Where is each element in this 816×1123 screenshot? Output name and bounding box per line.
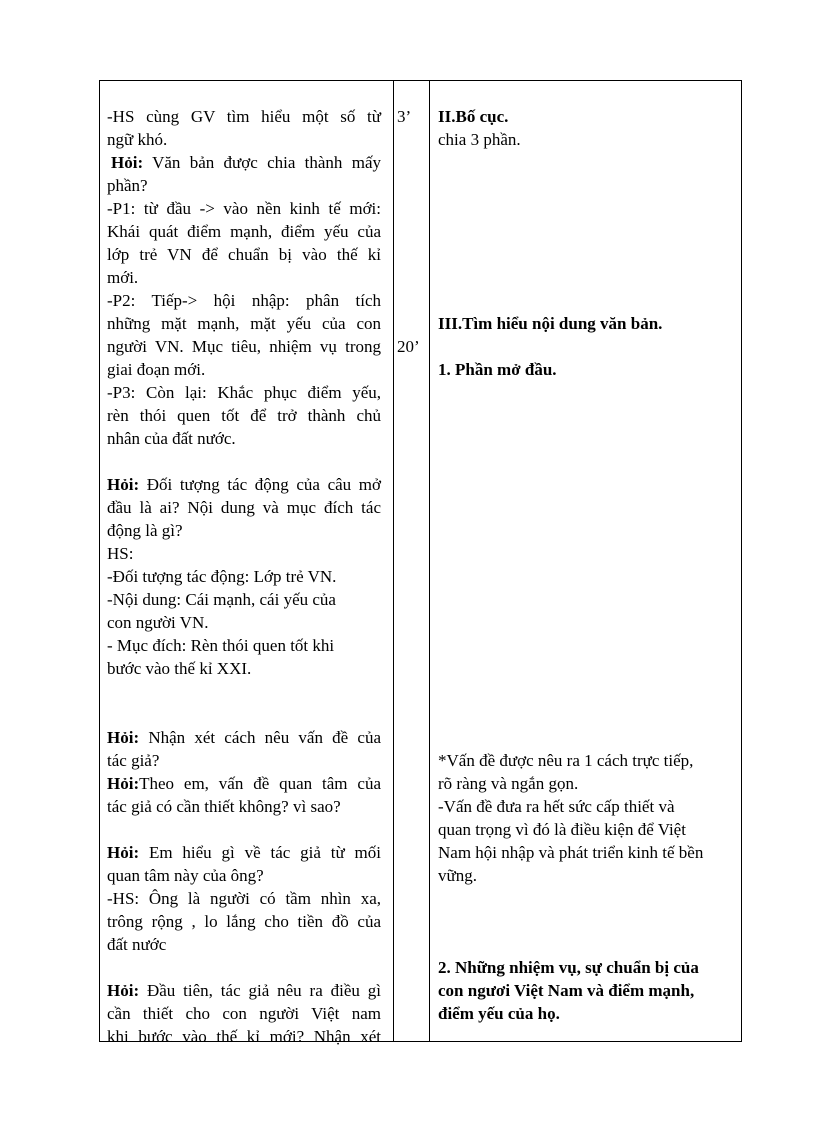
activity-text: bước vào thế kỉ XXI.	[107, 659, 252, 678]
section-heading: 1. Phần mở đầu.	[438, 360, 557, 379]
activity-line	[107, 773, 381, 795]
content-line: *Vấn đề được nêu ra 1 cách trực tiếp,	[438, 751, 694, 770]
activity-text: Theo em, vấn đề quan tâm của	[139, 774, 381, 793]
activity-text: -P3: Còn lại: Khắc phục điểm yếu,	[107, 383, 381, 402]
activity-line	[107, 382, 381, 404]
content-line: chia 3 phần.	[438, 130, 521, 149]
section-heading: II.Bố cục.	[438, 107, 509, 126]
question-label: Hỏi:	[107, 728, 140, 747]
activity-line	[107, 934, 381, 956]
content-line: vững.	[438, 866, 477, 885]
activity-line	[107, 497, 381, 519]
activities-column	[100, 81, 393, 1046]
activity-text: phần?	[107, 176, 148, 195]
activity-text: giai đoạn mới.	[107, 360, 206, 379]
activity-line	[107, 865, 381, 887]
activity-text: Văn bản được chia thành mấy	[143, 153, 381, 172]
activity-text: khi bước vào thế kỉ mới? Nhận xét	[107, 1027, 381, 1046]
activity-line	[107, 727, 381, 749]
section-heading: 2. Những nhiệm vụ, sự chuẩn bị của	[438, 958, 699, 977]
activity-text: Em hiểu gì về tác giả từ mối	[139, 843, 381, 862]
activity-text: -HS cùng GV tìm hiểu một số từ	[107, 107, 381, 126]
activity-line	[107, 566, 381, 588]
activity-line	[107, 589, 381, 611]
activity-line	[107, 244, 381, 266]
content-column	[430, 81, 741, 1041]
activity-text: đất nước	[107, 935, 167, 954]
activity-text: tác giả có cần thiết không? vì sao?	[107, 797, 341, 816]
activity-text: động là gì?	[107, 521, 183, 540]
question-label: Hỏi:	[107, 981, 140, 1000]
activity-line	[107, 1026, 381, 1048]
activity-text: - Mục đích: Rèn thói quen tốt khi	[107, 636, 335, 655]
activity-line	[107, 911, 381, 933]
activity-text: con người VN.	[107, 613, 209, 632]
content-line: rõ ràng và ngắn gọn.	[438, 774, 579, 793]
activity-text: quan tâm này của ông?	[107, 866, 264, 885]
activity-text: Khái quát điểm mạnh, điểm yếu của	[107, 222, 381, 241]
activity-line	[107, 888, 381, 910]
activity-line	[107, 198, 381, 220]
activity-line	[107, 221, 381, 243]
section-heading: III.Tìm hiểu nội dung văn bản.	[438, 314, 663, 333]
activity-line	[107, 175, 381, 197]
activity-line	[107, 635, 381, 657]
lesson-table	[99, 80, 742, 1046]
activity-line	[107, 796, 381, 818]
content-line: -Vấn đề đưa ra hết sức cấp thiết và	[438, 797, 675, 816]
activity-text: mới.	[107, 268, 139, 287]
section-heading: điểm yếu của họ.	[438, 1004, 560, 1023]
activity-text: rèn thói quen tốt để trở thành chủ	[107, 406, 381, 425]
activity-text: nhân của đất nước.	[107, 429, 236, 448]
question-label: Hỏi:	[107, 843, 140, 862]
activity-line	[107, 428, 381, 450]
time-label: 20’	[397, 337, 420, 356]
time-column	[393, 81, 425, 1041]
activity-line	[107, 1003, 381, 1025]
question-label: Hỏi:	[107, 774, 140, 793]
activity-line	[107, 612, 381, 634]
time-label: 3’	[397, 107, 412, 126]
activity-text: cần thiết cho con người Việt nam	[107, 1004, 381, 1023]
activity-text: -HS: Ông là người có tầm nhìn xa,	[107, 889, 381, 908]
activity-line	[107, 474, 381, 496]
content-line: Nam hội nhập và phát triển kinh tế bền	[438, 843, 704, 862]
activity-text: Đầu tiên, tác giả nêu ra điều gì	[139, 981, 381, 1000]
activity-text: Nhận xét cách nêu vấn đề của	[139, 728, 381, 747]
activity-text: người VN. Mục tiêu, nhiệm vụ trong	[107, 337, 381, 356]
activity-line	[107, 750, 381, 772]
activity-text: tác giả?	[107, 751, 160, 770]
activity-text: đầu là ai? Nội dung và mục đích tác	[107, 498, 381, 517]
activity-text: HS:	[107, 544, 134, 563]
activity-text: lớp trẻ VN để chuẩn bị vào thế kỉ	[107, 245, 381, 264]
activity-line	[107, 543, 381, 565]
activity-line	[107, 405, 381, 427]
activity-line	[107, 658, 381, 680]
activity-text: -P2: Tiếp-> hội nhập: phân tích	[107, 291, 381, 310]
activity-line	[107, 520, 381, 542]
activity-line	[107, 106, 381, 128]
activity-text: -Đối tượng tác động: Lớp trẻ VN.	[107, 567, 337, 586]
activity-line	[111, 152, 381, 174]
content-line: quan trọng vì đó là điều kiện để Việt	[438, 820, 686, 839]
activity-line	[107, 336, 381, 358]
activity-line	[107, 842, 381, 864]
activity-line	[107, 267, 381, 289]
question-label: Hỏi:	[111, 153, 144, 172]
activity-text: trông rộng , lo lắng cho tiền đồ của	[107, 912, 381, 931]
activity-text: những mặt mạnh, mặt yếu của con	[107, 314, 381, 333]
activity-line	[107, 359, 381, 381]
activity-line	[107, 290, 381, 312]
activity-line	[107, 980, 381, 1002]
activity-text: -Nội dung: Cái mạnh, cái yếu của	[107, 590, 336, 609]
activity-text: -P1: từ đầu -> vào nền kinh tế mới:	[107, 199, 381, 218]
activity-line	[107, 129, 381, 151]
activity-text: ngữ khó.	[107, 130, 168, 149]
activity-line	[107, 313, 381, 335]
question-label: Hỏi:	[107, 475, 140, 494]
section-heading: con ngươi Việt Nam và điểm mạnh,	[438, 981, 695, 1000]
activity-text: Đối tượng tác động của câu mở	[139, 475, 381, 494]
